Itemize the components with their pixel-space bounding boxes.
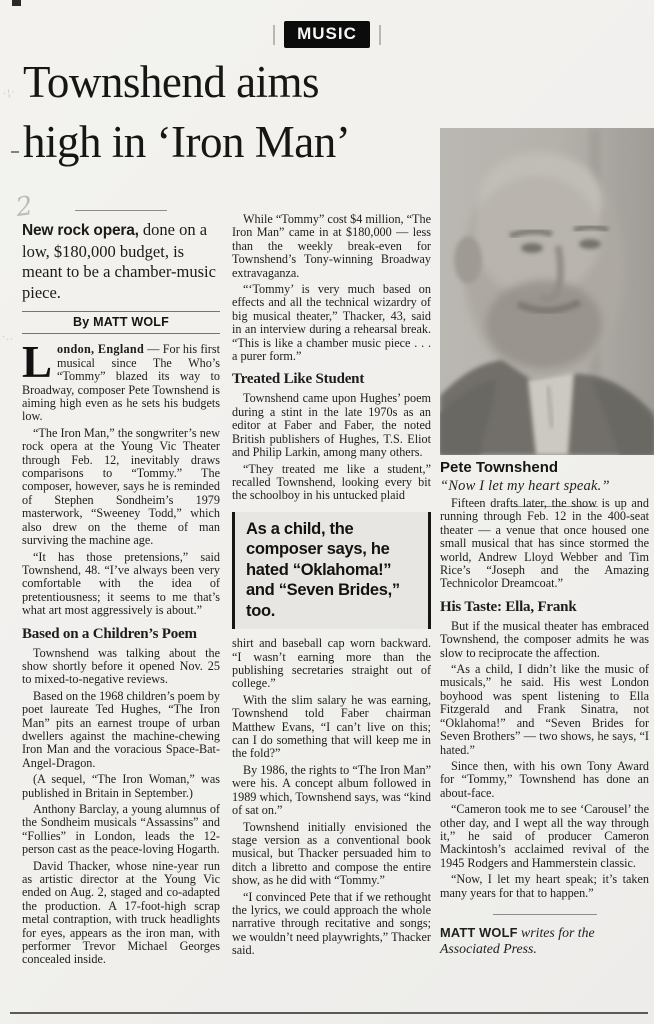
- divider-tick: [379, 25, 381, 45]
- headline-line2: high in ‘Iron Man’: [23, 117, 351, 167]
- photo-caption-name: Pete Townshend: [440, 459, 559, 476]
- tagline-author: MATT WOLF: [440, 924, 518, 940]
- paragraph: “It has those pretensions,” said Townshend, 48. “I’ve always been very comfortable with the idea of pretentiousness; it seems to me that’s what art most aggressively is about.”: [22, 549, 220, 618]
- paragraph: “As a child, I didn’t like the music of musicals,” he said. His west London boyhood was spent listening to Ella Fitzgerald and Frank Sinatra, not “Oklahoma!” and “Seven Brides for Seven Brothers” — two shows, he says, “I hated.”: [440, 662, 649, 757]
- margin-scribble: ·‥: [1, 329, 14, 344]
- paragraph: “Cameron took me to see ‘Carousel’ the other day, and I wept all the way through it,” he said of producer Cameron Mackintosh’s acclaimed revival of the 1945 Rodgers and Hammerstein classic.: [440, 802, 649, 870]
- pencil-mark: 2: [13, 190, 35, 224]
- photo-caption-quote: “Now I let my heart speak.”: [440, 478, 610, 494]
- paragraph: Townshend was talking about the show shortly before it opened Nov. 25 to mixed-to-negative reviews.: [22, 645, 220, 687]
- column-right: [440, 497, 649, 957]
- section-tag-row: [0, 21, 654, 48]
- paragraph: [22, 337, 220, 424]
- headline: [23, 52, 463, 172]
- tagline-divider: [493, 914, 597, 915]
- subhead-treated-like-student: Treated Like Student: [232, 371, 365, 388]
- paragraph: shirt and baseball cap worn backward. “I wasn’t earning more than the publishing secretaries straight out of college.”: [232, 636, 431, 691]
- standfirst-lead: New rock opera,: [22, 222, 139, 239]
- pull-quote: As a child, the composer says, he hated “Oklahoma!” and “Seven Brides,” too.: [232, 512, 431, 630]
- paragraph: Anthony Barclay, a young alumnus of the Sondheim musicals “Assassins” and “Follies” in London, leads the 12-person cast as the peace-loving Hogarth.: [22, 802, 220, 857]
- tagline-text: writes for the Associated Press.: [440, 924, 595, 956]
- paragraph: By 1986, the rights to “The Iron Man” were his. A concept album followed in 1989 which, Townshend says, was “kind of sat on.”: [232, 762, 431, 818]
- subhead-his-taste: His Taste: Ella, Frank: [440, 598, 577, 615]
- divider-tick: [273, 25, 275, 45]
- paragraph: “The Iron Man,” the songwriter’s new rock opera at the Young Vic Theater through Feb. 12, inevitably draws comparisons to “Tommy.” The composer, however, says he is reminded of Stephen Sondheim’s 1979 masterwork, “Sweeney Todd,” which also drew on the theme of man surviving the machine age.: [22, 425, 220, 548]
- paragraph: Townshend initially envisioned the stage version as a conventional book musical, but Thacker persuaded him to ditch a libretto and compose the entire show, as he did with “Tommy.”: [232, 819, 431, 888]
- portrait-illustration: [440, 128, 654, 455]
- paragraph: Based on the 1968 children’s poem by poet laureate Ted Hughes, “The Iron Man” pits an earnest troupe of urban dwellers against the machine-chewing Iron Man and the voracious Space-Bat-Angel-Dragon.: [22, 688, 220, 770]
- paragraph: “‘Tommy’ is very much based on effects and all the technical wizardry of big musical theater,” Thacker, 43, said in an interview during a rehearsal break. “This is like a chamber music piece . . . a purer form.”: [232, 282, 431, 364]
- standfirst-rest: done on a low, $180,000 budget, is meant to be a chamber-music piece.: [22, 220, 216, 302]
- paragraph: Since then, with his own Tony Award for “Tommy,” Townshend has done an about-face.: [440, 758, 649, 800]
- author-tagline: [440, 925, 649, 957]
- standfirst: [22, 220, 220, 303]
- drop-cap: L: [22, 337, 53, 388]
- paragraph: David Thacker, whose nine-year run as artistic director at the Young Vic ended on Aug. 2, staged and co-adapted the production. A 17-foot-high scrap metal contraption, with truck headlights for eyes, appears as the iron man, with performer Trevor Michael Georges concealed inside.: [22, 858, 220, 967]
- paragraph: With the slim salary he was earning, Townshend told Faber chairman Matthew Evans, “I can’t live on this; can I do something that will keep me in the fold?”: [232, 692, 431, 761]
- paragraph-text: — For his first musical since The Who’s “Tommy” blazed its way to Broadway, composer Pete Townshend is aiming high even as he sets his budgets low.: [22, 342, 220, 424]
- paragraph: Fifteen drafts later, the show is up and running through Feb. 12 in the 400-seat theater — a venue that once housed one small musical that has since stormed the world, Andrew Lloyd Webber and Tim Rice’s “Joseph and the Amazing Technicolor Dreamcoat.”: [440, 496, 649, 591]
- byline-block: [22, 311, 220, 334]
- column-left: [22, 210, 220, 970]
- paragraph: Townshend came upon Hughes’ poem during a stint in the late 1970s as an editor at Faber and Faber, the noted British publishers of Hughes, T.S. Eliot and Philip Larkin, among many others.: [232, 391, 431, 460]
- paragraph: “Now, I let my heart speak; it’s taken many years for that to happen.”: [440, 872, 649, 900]
- pete-townshend-photo: [440, 128, 654, 455]
- paragraph: “I convinced Pete that if we rethought the lyrics, we could approach the whole narrative through recitative and songs; we wouldn’t need playwrights,” Thacker said.: [232, 889, 431, 958]
- paragraph: But if the musical theater has embraced Townshend, the composer admits he was slow to reciprocate the affection.: [440, 618, 649, 660]
- standfirst-top-rule: [75, 210, 167, 211]
- column-middle: [232, 213, 431, 961]
- byline: By MATT WOLF: [73, 315, 169, 329]
- scan-corner-mark: [12, 0, 21, 6]
- paragraph: While “Tommy” cost $4 million, “The Iron Man” came in at $180,000 — less than the weekly break-even for Townshend’s Tony-winning Broadway extravaganza.: [232, 212, 432, 280]
- headline-line1: Townshend aims: [23, 57, 320, 107]
- dateline: ondon, England: [57, 342, 145, 357]
- margin-scribble: ·¦·: [2, 87, 17, 100]
- paragraph: “They treated me like a student,” recalled Townshend, looking every bit the schoolboy in his untucked plaid: [232, 461, 431, 503]
- page-bottom-rule: [10, 1012, 648, 1014]
- section-tag: MUSIC: [284, 21, 370, 48]
- subhead-children-poem: Based on a Children’s Poem: [22, 625, 197, 642]
- paragraph: (A sequel, “The Iron Woman,” was published in Britain in September.): [22, 772, 220, 800]
